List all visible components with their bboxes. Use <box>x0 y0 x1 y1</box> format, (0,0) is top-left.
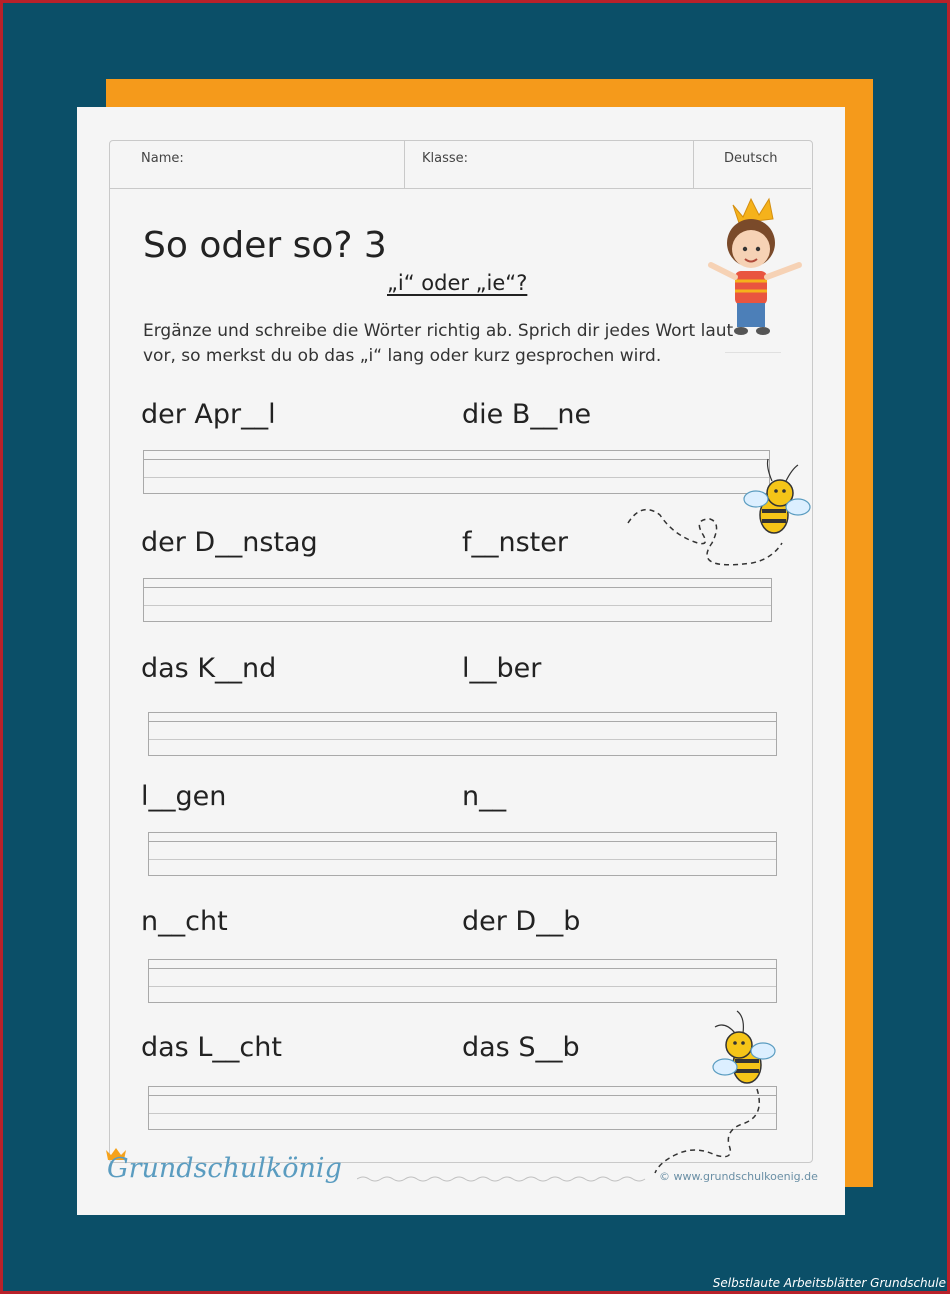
exercise-word: das K__nd <box>141 653 277 684</box>
subject-label: Deutsch <box>724 151 778 166</box>
boy-with-crown-illustration <box>705 193 811 353</box>
class-label: Klasse: <box>422 151 469 166</box>
footer-divider <box>357 1175 653 1183</box>
writing-lines[interactable] <box>148 832 777 876</box>
exercise-word: die B__ne <box>462 399 592 430</box>
writing-lines[interactable] <box>148 959 777 1003</box>
exercise-word: l__ber <box>462 653 542 684</box>
worksheet-title: So oder so? 3 <box>143 225 387 266</box>
exercise-word: das S__b <box>462 1032 580 1063</box>
exercise-word: n__cht <box>141 906 228 937</box>
exercise-word: der D__b <box>462 906 581 937</box>
logo: Grundschulkönig <box>107 1153 342 1184</box>
header-divider <box>693 140 694 188</box>
worksheet <box>77 107 845 1215</box>
exercise-word: der Apr__l <box>141 399 276 430</box>
bee-illustration <box>622 453 812 573</box>
name-label: Name: <box>141 151 184 166</box>
exercise-word: n__ <box>462 781 507 812</box>
worksheet-subtitle: „i“ oder „ie“? <box>387 271 528 295</box>
exercise-word: f__nster <box>462 527 568 558</box>
writing-lines[interactable] <box>143 578 772 622</box>
exercise-word: l__gen <box>141 781 227 812</box>
exercise-word: das L__cht <box>141 1032 282 1063</box>
writing-lines[interactable] <box>148 712 777 756</box>
image-caption: Selbstlaute Arbeitsblätter Grundschule <box>712 1276 946 1290</box>
instructions: Ergänze und schreibe die Wörter richtig ab. Sprich dir jedes Wort laut vor, so merkst du ob das „i“ lang oder kurz gesprochen wird. <box>143 321 734 366</box>
header-row <box>109 140 811 189</box>
exercise-word: der D__nstag <box>141 527 318 558</box>
website-link[interactable]: © www.grundschulkoenig.de <box>659 1170 818 1183</box>
header-divider <box>404 140 405 188</box>
bee-illustration <box>645 1005 785 1175</box>
